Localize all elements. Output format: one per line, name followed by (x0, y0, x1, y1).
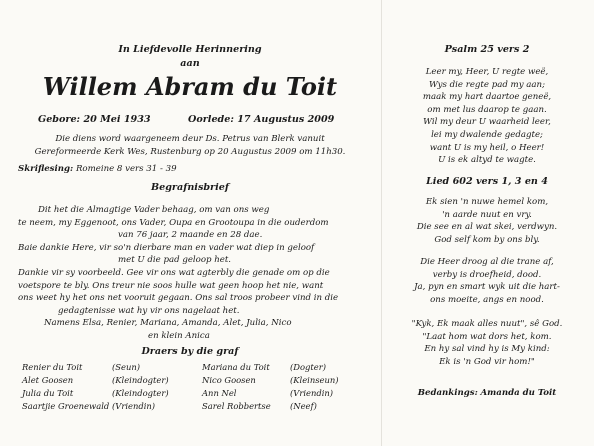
bearer-relation: (Seun) (112, 362, 141, 372)
song-line: 'n aarde nuut en vry. (442, 209, 532, 220)
song-line: "Laat hom wat dors het, kom. (422, 331, 552, 342)
song-line: Ja, pyn en smart wyk uit die hart- (414, 282, 560, 293)
psalm-line: Wys die regte pad my aan; (429, 79, 545, 90)
song-stanza-1 (380, 196, 594, 246)
bearers-list (22, 362, 362, 414)
death-date: Oorlede: 17 Augustus 2009 (188, 114, 335, 125)
birth-date: Gebore: 20 Mei 1933 (38, 114, 151, 125)
bearer-row (22, 388, 362, 401)
scripture-text: Romeine 8 vers 31 - 39 (75, 164, 177, 174)
obituary-line: Baie dankie Here, vir so'n dierbare man en vader wat diep in geloof (18, 242, 315, 253)
bearer-name: Ann Nel (202, 388, 237, 398)
psalm-verse (380, 66, 594, 167)
bearer-relation: (Kleindogter) (112, 388, 169, 398)
deceased-name: Willem Abram du Toit (42, 72, 338, 101)
song-line: Ek is 'n God vir hom!" (439, 356, 535, 367)
bearer-name: Renier du Toit (22, 362, 83, 372)
psalm-line: lei my dwalende gedagte; (431, 129, 543, 140)
song-line: verby is droefheid, dood. (432, 269, 542, 280)
service-line-2: Gereformeerde Kerk Wes, Rustenburg op 20 Augustus 2009 om 11h30. (34, 147, 346, 157)
obituary-line: ons weet hy het ons net vooruit gegaan. Ons sal troos probeer vind in die (18, 293, 339, 304)
song-line: En hy sal vind hy is My kind: (424, 344, 550, 355)
psalm-line: Wil my deur U waarheid leer, (423, 117, 551, 128)
song-line: ons moeite, angs en nood. (430, 294, 544, 305)
bearers-heading: Draers by die graf (141, 346, 239, 357)
acknowledgements-label: Bedankings: (417, 388, 478, 398)
bearer-row (22, 375, 362, 388)
bearer-name: Saartjie Groenewald (22, 401, 110, 411)
bearer-row (22, 362, 362, 375)
obituary-line: Dit het die Almagtige Vader behaag, om van ons weg (38, 205, 270, 215)
song-line: "Kyk, Ek maak alles nuut", sê God. (411, 319, 563, 329)
right-page (380, 0, 594, 446)
bearer-name: Julia du Toit (22, 388, 74, 398)
intro-line-1: In Liefdevolle Herinnering (118, 44, 262, 55)
obituary-text (18, 204, 338, 343)
scripture-label: Skriflesing: (18, 164, 74, 174)
obituary-line: te neem, my Eggenoot, ons Vader, Oupa en Grootoupa in die ouderdom (18, 217, 329, 228)
bearer-name: Mariana du Toit (202, 362, 270, 372)
song-line: Ek sien 'n nuwe hemel kom, (425, 197, 549, 207)
song-title: Lied 602 vers 1, 3 en 4 (426, 176, 548, 187)
obituary-line: Namens Elsa, Renier, Mariana, Amanda, Alet, Julia, Nico (44, 318, 292, 329)
bearer-relation: (Neef) (290, 401, 317, 411)
bearer-name: Alet Goosen (22, 375, 74, 385)
song-stanza-2 (380, 256, 594, 306)
obituary-line: voetspore te bly. Ons treur nie soos hulle wat geen hoop het nie, want (18, 280, 324, 291)
obituary-line: met U die pad geloop het. (118, 255, 232, 266)
psalm-title: Psalm 25 vers 2 (444, 44, 530, 55)
song-line: Die see en al wat skei, verdwyn. (416, 222, 558, 233)
service-line-1: Die diens word waargeneem deur Ds. Petrus van Blerk vanuit (55, 134, 325, 144)
obituary-line: van 76 jaar, 2 maande en 28 dae. (118, 230, 263, 241)
bearer-relation: (Kleindogter) (112, 375, 169, 385)
song-stanza-3 (380, 318, 594, 368)
bearer-name: Sarel Robbertse (202, 401, 271, 411)
psalm-line: U is ek altyd te wagte. (438, 155, 536, 166)
psalm-line: om met lus daarop te gaan. (427, 104, 547, 115)
bearer-relation: (Vriendin) (112, 401, 156, 411)
song-line: God self kom by ons bly. (434, 234, 540, 245)
bearer-relation: (Vriendin) (290, 388, 334, 398)
acknowledgements (380, 388, 594, 398)
psalm-line: maak my hart daartoe geneë, (422, 92, 552, 103)
bearer-relation: (Dogter) (290, 362, 326, 372)
obituary-heading: Begrafnisbrief (151, 182, 229, 193)
obituary-line: gedagtenisse wat hy vir ons nagelaat het. (58, 305, 240, 316)
obituary-line: en klein Anica (148, 330, 210, 341)
bearer-relation: (Kleinseun) (290, 375, 339, 385)
psalm-line: want U is my heil, o Heer! (429, 142, 545, 153)
intro-line-2: aan (180, 58, 200, 69)
psalm-line: Leer my, Heer, U regte weë, (425, 67, 549, 77)
song-line: Die Heer droog al die trane af, (420, 257, 554, 267)
bearer-name: Nico Goosen (202, 375, 256, 385)
acknowledgements-name: Amanda du Toit (480, 388, 557, 398)
obituary-line: Dankie vir sy voorbeeld. Gee vir ons wat agterbly die genade om op die (18, 267, 330, 278)
bearer-row (22, 401, 362, 414)
